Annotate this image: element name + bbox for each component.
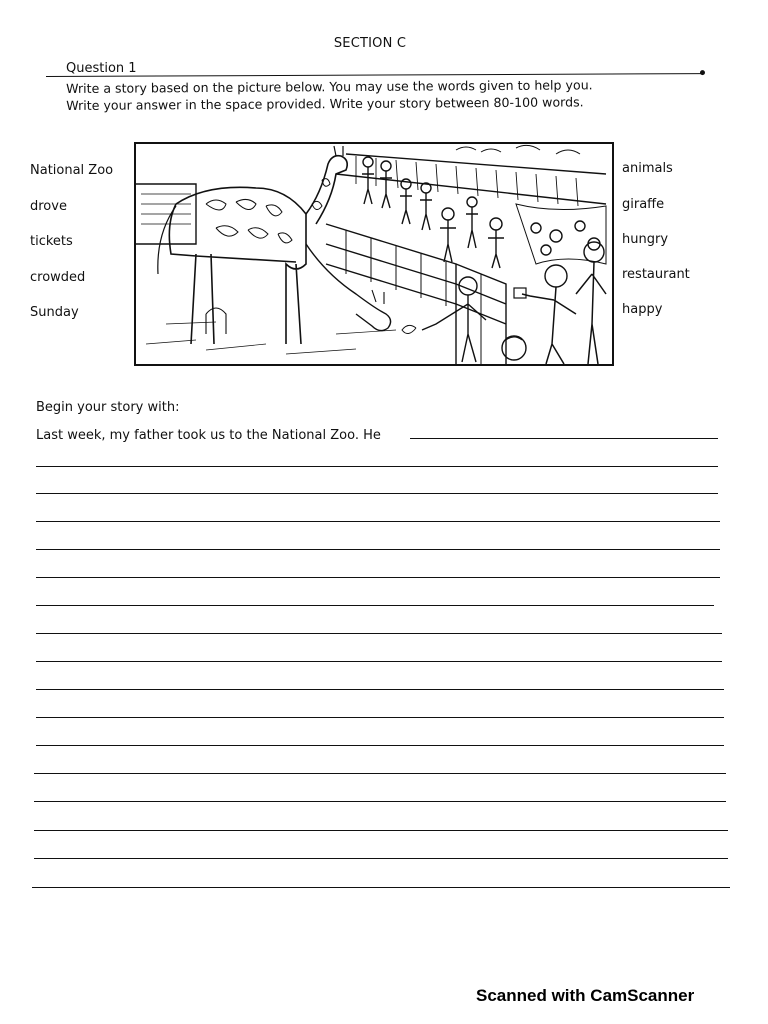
answer-line[interactable]: [34, 801, 726, 802]
instructions: [66, 76, 676, 114]
answer-line[interactable]: [36, 689, 724, 690]
instruction-line: Write a story based on the picture below. You may use the words given to help you.: [66, 77, 593, 96]
word-bank-left-item: Sunday: [30, 305, 79, 320]
story-opening: Last week, my father took us to the National Zoo. He: [36, 428, 381, 443]
word-bank-right-item: hungry: [622, 232, 669, 247]
answer-line[interactable]: [36, 577, 720, 578]
word-bank-left-item: National Zoo: [30, 163, 114, 178]
answer-line[interactable]: [410, 438, 718, 439]
answer-line[interactable]: [36, 717, 724, 718]
word-bank-right-item: happy: [622, 302, 663, 317]
scanner-watermark: Scanned with CamScanner: [476, 986, 695, 1005]
answer-line[interactable]: [36, 661, 722, 662]
zoo-illustration: [134, 142, 614, 366]
answer-line[interactable]: [36, 466, 718, 467]
begin-label: Begin your story with:: [36, 400, 180, 415]
answer-line[interactable]: [36, 745, 724, 746]
answer-line[interactable]: [36, 493, 718, 494]
answer-line[interactable]: [34, 858, 728, 859]
answer-line[interactable]: [36, 605, 714, 606]
answer-line[interactable]: [34, 773, 726, 774]
answer-line[interactable]: [36, 521, 720, 522]
word-bank-right-item: giraffe: [622, 197, 665, 212]
word-bank-left-item: drove: [30, 199, 67, 214]
word-bank-left-item: crowded: [30, 270, 86, 285]
word-bank-left-item: tickets: [30, 234, 73, 249]
answer-line[interactable]: [36, 549, 720, 550]
word-bank-right-item: animals: [622, 161, 673, 176]
question-label: Question 1: [66, 61, 137, 76]
section-title: SECTION C: [333, 36, 407, 51]
answer-line[interactable]: [36, 633, 722, 634]
answer-line[interactable]: [32, 887, 730, 888]
answer-line[interactable]: [34, 830, 728, 831]
word-bank-right-item: restaurant: [622, 267, 690, 282]
instruction-line: Write your answer in the space provided. Write your story between 80-100 words.: [66, 94, 584, 113]
